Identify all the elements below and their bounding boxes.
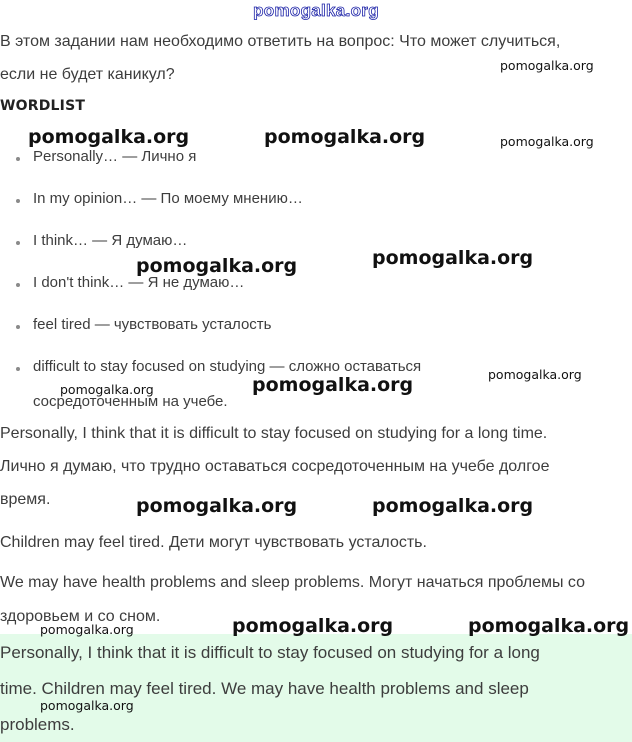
answer-p1-line-1: Personally, I think that it is difficult to stay focused on studying for a long time. [0,425,548,442]
summary-line-2: time. Children may feel tired. We may have health problems and sleep [0,679,529,698]
bullet-icon [16,325,20,329]
answer-p3-line-2: здоровьем и со сном. [0,608,161,625]
summary-block [0,634,632,742]
watermark: pomogalka.org [136,495,298,517]
watermark: pomogalka.org [372,247,534,269]
watermark: pomogalka.org [468,615,630,637]
bullet-icon [16,367,20,371]
answer-p1-line-3: время. [0,491,51,508]
summary-line-3: problems. [0,715,75,734]
list-item: I don't think… — Я не думаю… [33,274,245,291]
watermark: pomogalka.org [232,615,394,637]
watermark: pomogalka.org [500,134,594,149]
bullet-icon [16,199,20,203]
watermark: pomogalka.org [500,58,594,73]
bullet-icon [16,241,20,245]
answer-p2: Children may feel tired. Дети могут чувствовать усталость. [0,534,427,551]
watermark: pomogalka.org [60,382,154,397]
watermark: pomogalka.org [40,622,134,637]
list-item: I think… — Я думаю… [33,232,188,249]
bullet-icon [16,157,20,161]
watermark: pomogalka.org [28,126,190,148]
watermark: pomogalka.org [488,367,582,382]
watermark: pomogalka.org [136,255,298,277]
wordlist-heading: WORDLIST [0,98,86,114]
list-item-continuation: сосредоточенным на учебе. [33,393,228,410]
list-item: In my opinion… — По моему мнению… [33,190,303,207]
answer-p1-line-2: Лично я думаю, что трудно оставаться сосредоточенным на учебе долгое [0,458,550,475]
list-item: Personally… — Лично я [33,148,197,165]
list-item: difficult to stay focused on studying — сложно оставаться [33,358,422,375]
intro-line-1: В этом задании нам необходимо ответить на вопрос: Что может случиться, [0,33,561,50]
intro-line-2: если не будет каникул? [0,66,175,83]
watermark: pomogalka.org [40,698,134,713]
bullet-icon [16,283,20,287]
list-item: feel tired — чувствовать усталость [33,316,272,333]
watermark: pomogalka.org [252,374,414,396]
summary-line-1: Personally, I think that it is difficult to stay focused on studying for a long [0,643,540,662]
site-logo[interactable]: pomogalka.org [253,1,379,20]
watermark: pomogalka.org [372,495,534,517]
watermark: pomogalka.org [264,126,426,148]
answer-p3-line-1: We may have health problems and sleep problems. Могут начаться проблемы со [0,574,586,591]
